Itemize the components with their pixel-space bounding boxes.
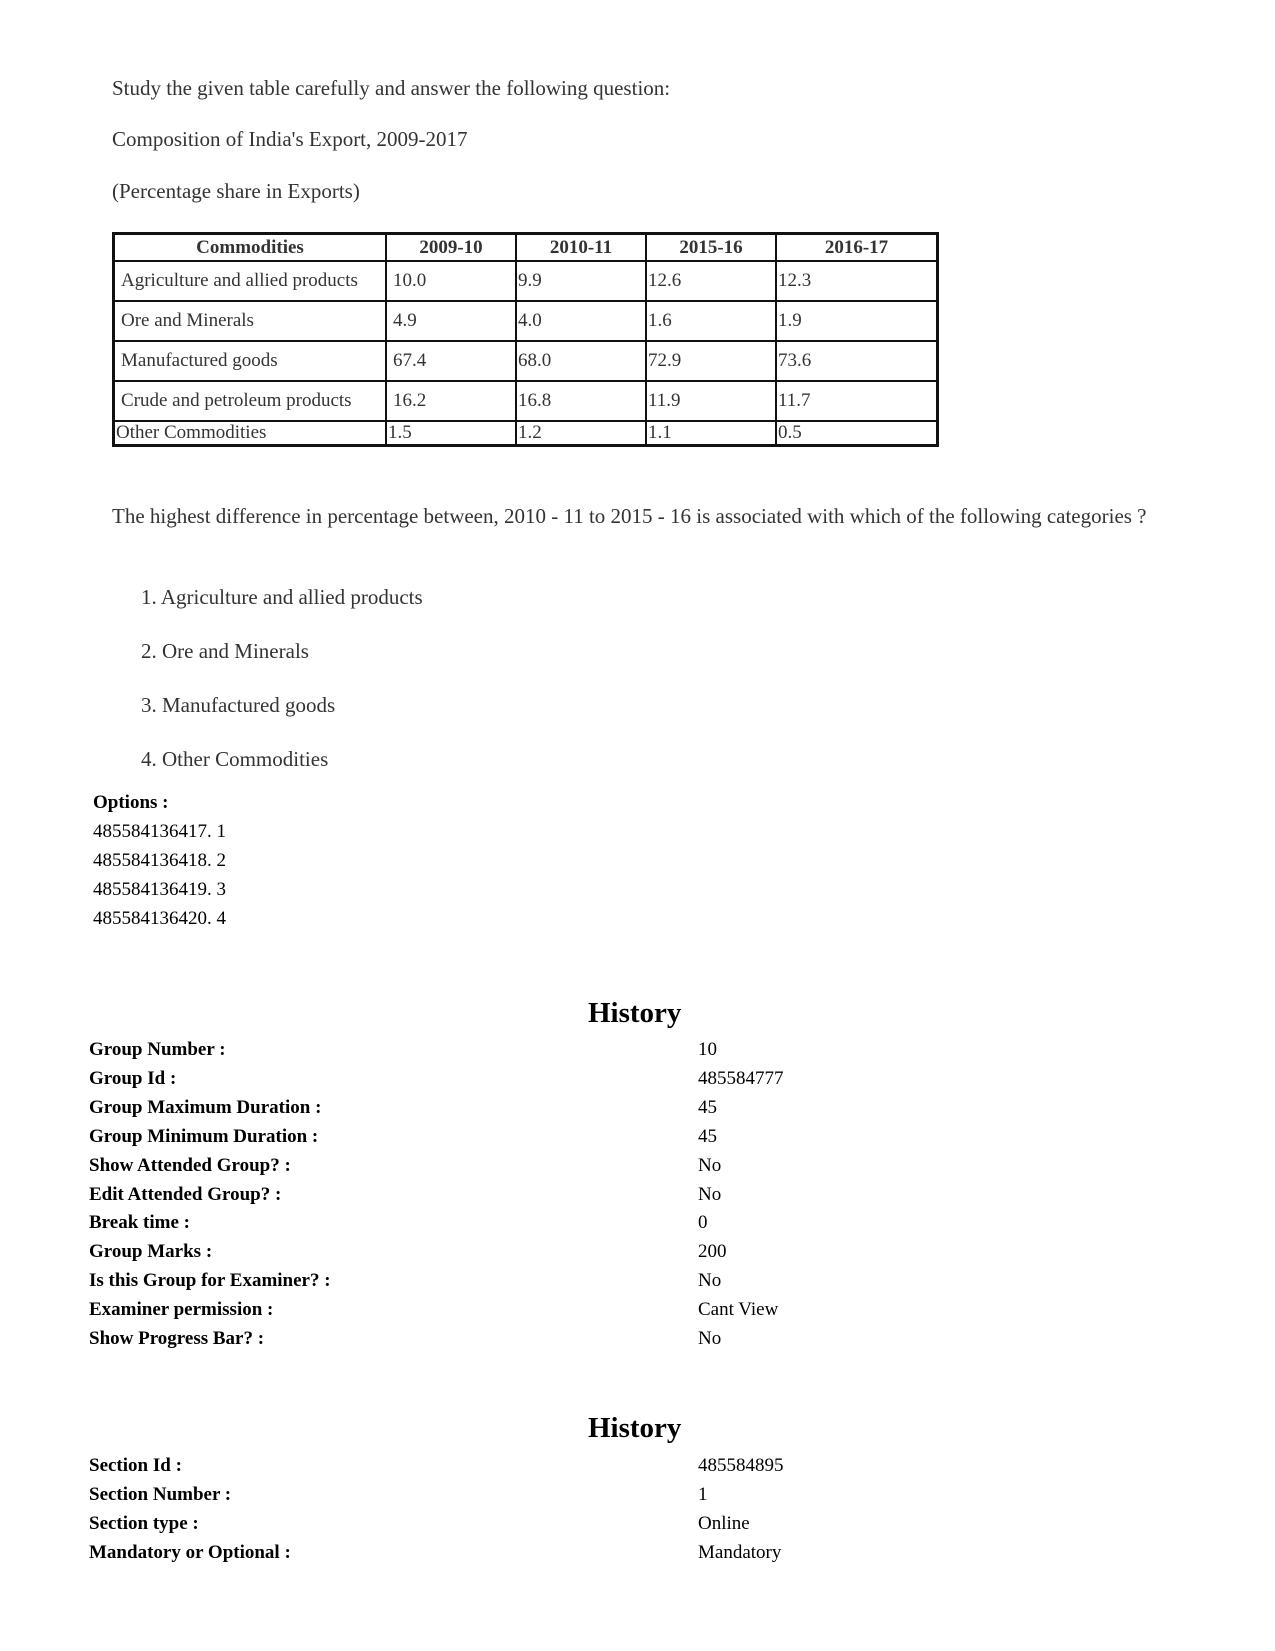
option-item: 485584136418. 2 [93, 850, 226, 871]
section-field-value: Mandatory [698, 1542, 782, 1563]
section-field-label: Section Number : [89, 1484, 232, 1505]
section-field-label: Mandatory or Optional : [89, 1542, 291, 1563]
table-title: Composition of India's Export, 2009-2017 [112, 127, 468, 151]
options-heading: Options : [93, 792, 169, 813]
table-row [114, 421, 938, 446]
group-field-label: Group Id : [89, 1068, 177, 1089]
group-field-value: 10 [698, 1039, 717, 1060]
group-field-label: Break time : [89, 1212, 190, 1233]
table-cell: 68.0 [516, 341, 646, 381]
group-field-label: Group Maximum Duration : [89, 1097, 322, 1118]
table-subtitle: (Percentage share in Exports) [112, 179, 360, 203]
table-cell: 4.0 [516, 301, 646, 341]
table-cell: 1.9 [776, 301, 938, 341]
table-cell: 73.6 [776, 341, 938, 381]
group-field-label: Show Progress Bar? : [89, 1328, 265, 1349]
table-cell: 16.2 [386, 381, 516, 421]
group-title: History [588, 997, 682, 1029]
table-cell: Manufactured goods [114, 341, 387, 381]
col-header-commodities: Commodities [114, 234, 387, 262]
table-cell: 72.9 [646, 341, 776, 381]
group-field-value: 485584777 [698, 1068, 784, 1089]
section-field-label: Section Id : [89, 1455, 182, 1476]
exports-table [112, 232, 939, 447]
group-field-label: Show Attended Group? : [89, 1155, 291, 1176]
table-row [114, 341, 938, 381]
section-field-value: 1 [698, 1484, 708, 1505]
question-choice: 2. Ore and Minerals [141, 639, 309, 663]
group-field-value: No [698, 1328, 722, 1349]
col-header-2015-16: 2015-16 [646, 234, 776, 262]
table-cell: 67.4 [386, 341, 516, 381]
option-item: 485584136419. 3 [93, 879, 226, 900]
table-cell: 1.1 [646, 421, 776, 446]
group-field-value: 45 [698, 1126, 717, 1147]
table-cell: Ore and Minerals [114, 301, 387, 341]
group-field-value: 0 [698, 1212, 708, 1233]
group-field-value: 45 [698, 1097, 717, 1118]
col-header-2010-11: 2010-11 [516, 234, 646, 262]
group-field-label: Examiner permission : [89, 1299, 274, 1320]
group-field-label: Group Number : [89, 1039, 226, 1060]
section-field-value: Online [698, 1513, 750, 1534]
section-field-label: Section type : [89, 1513, 199, 1534]
table-cell: 9.9 [516, 261, 646, 301]
question-text: The highest difference in percentage between, 2010 - 11 to 2015 - 16 is associated with which of the following categories ? [112, 504, 1147, 528]
group-field-value: Cant View [698, 1299, 779, 1320]
group-field-label: Edit Attended Group? : [89, 1184, 282, 1205]
table-cell: 0.5 [776, 421, 938, 446]
table-cell: 11.9 [646, 381, 776, 421]
table-cell: 1.2 [516, 421, 646, 446]
table-cell: 12.3 [776, 261, 938, 301]
group-field-label: Group Marks : [89, 1241, 213, 1262]
group-field-value: No [698, 1270, 722, 1291]
group-field-value: 200 [698, 1241, 727, 1262]
table-cell: 1.6 [646, 301, 776, 341]
group-field-label: Group Minimum Duration : [89, 1126, 319, 1147]
option-item: 485584136417. 1 [93, 821, 226, 842]
table-cell: 4.9 [386, 301, 516, 341]
table-cell: 10.0 [386, 261, 516, 301]
table-instruction: Study the given table carefully and answer the following question: [112, 76, 671, 100]
table-cell: 16.8 [516, 381, 646, 421]
table-cell: 12.6 [646, 261, 776, 301]
group-field-value: No [698, 1155, 722, 1176]
group-field-value: No [698, 1184, 722, 1205]
table-row [114, 301, 938, 341]
col-header-2009-10: 2009-10 [386, 234, 516, 262]
section-field-value: 485584895 [698, 1455, 784, 1476]
section-title: History [588, 1412, 682, 1444]
question-choice: 1. Agriculture and allied products [141, 585, 423, 609]
table-cell: 1.5 [386, 421, 516, 446]
option-item: 485584136420. 4 [93, 908, 226, 929]
table-cell: Other Commodities [114, 421, 387, 446]
table-row [114, 261, 938, 301]
table-cell: 11.7 [776, 381, 938, 421]
table-cell: Crude and petroleum products [114, 381, 387, 421]
question-choice: 3. Manufactured goods [141, 693, 336, 717]
table-header-row [114, 234, 938, 262]
table-row [114, 381, 938, 421]
col-header-2016-17: 2016-17 [776, 234, 938, 262]
table-cell: Agriculture and allied products [114, 261, 387, 301]
group-field-label: Is this Group for Examiner? : [89, 1270, 331, 1291]
question-choice: 4. Other Commodities [141, 747, 329, 771]
